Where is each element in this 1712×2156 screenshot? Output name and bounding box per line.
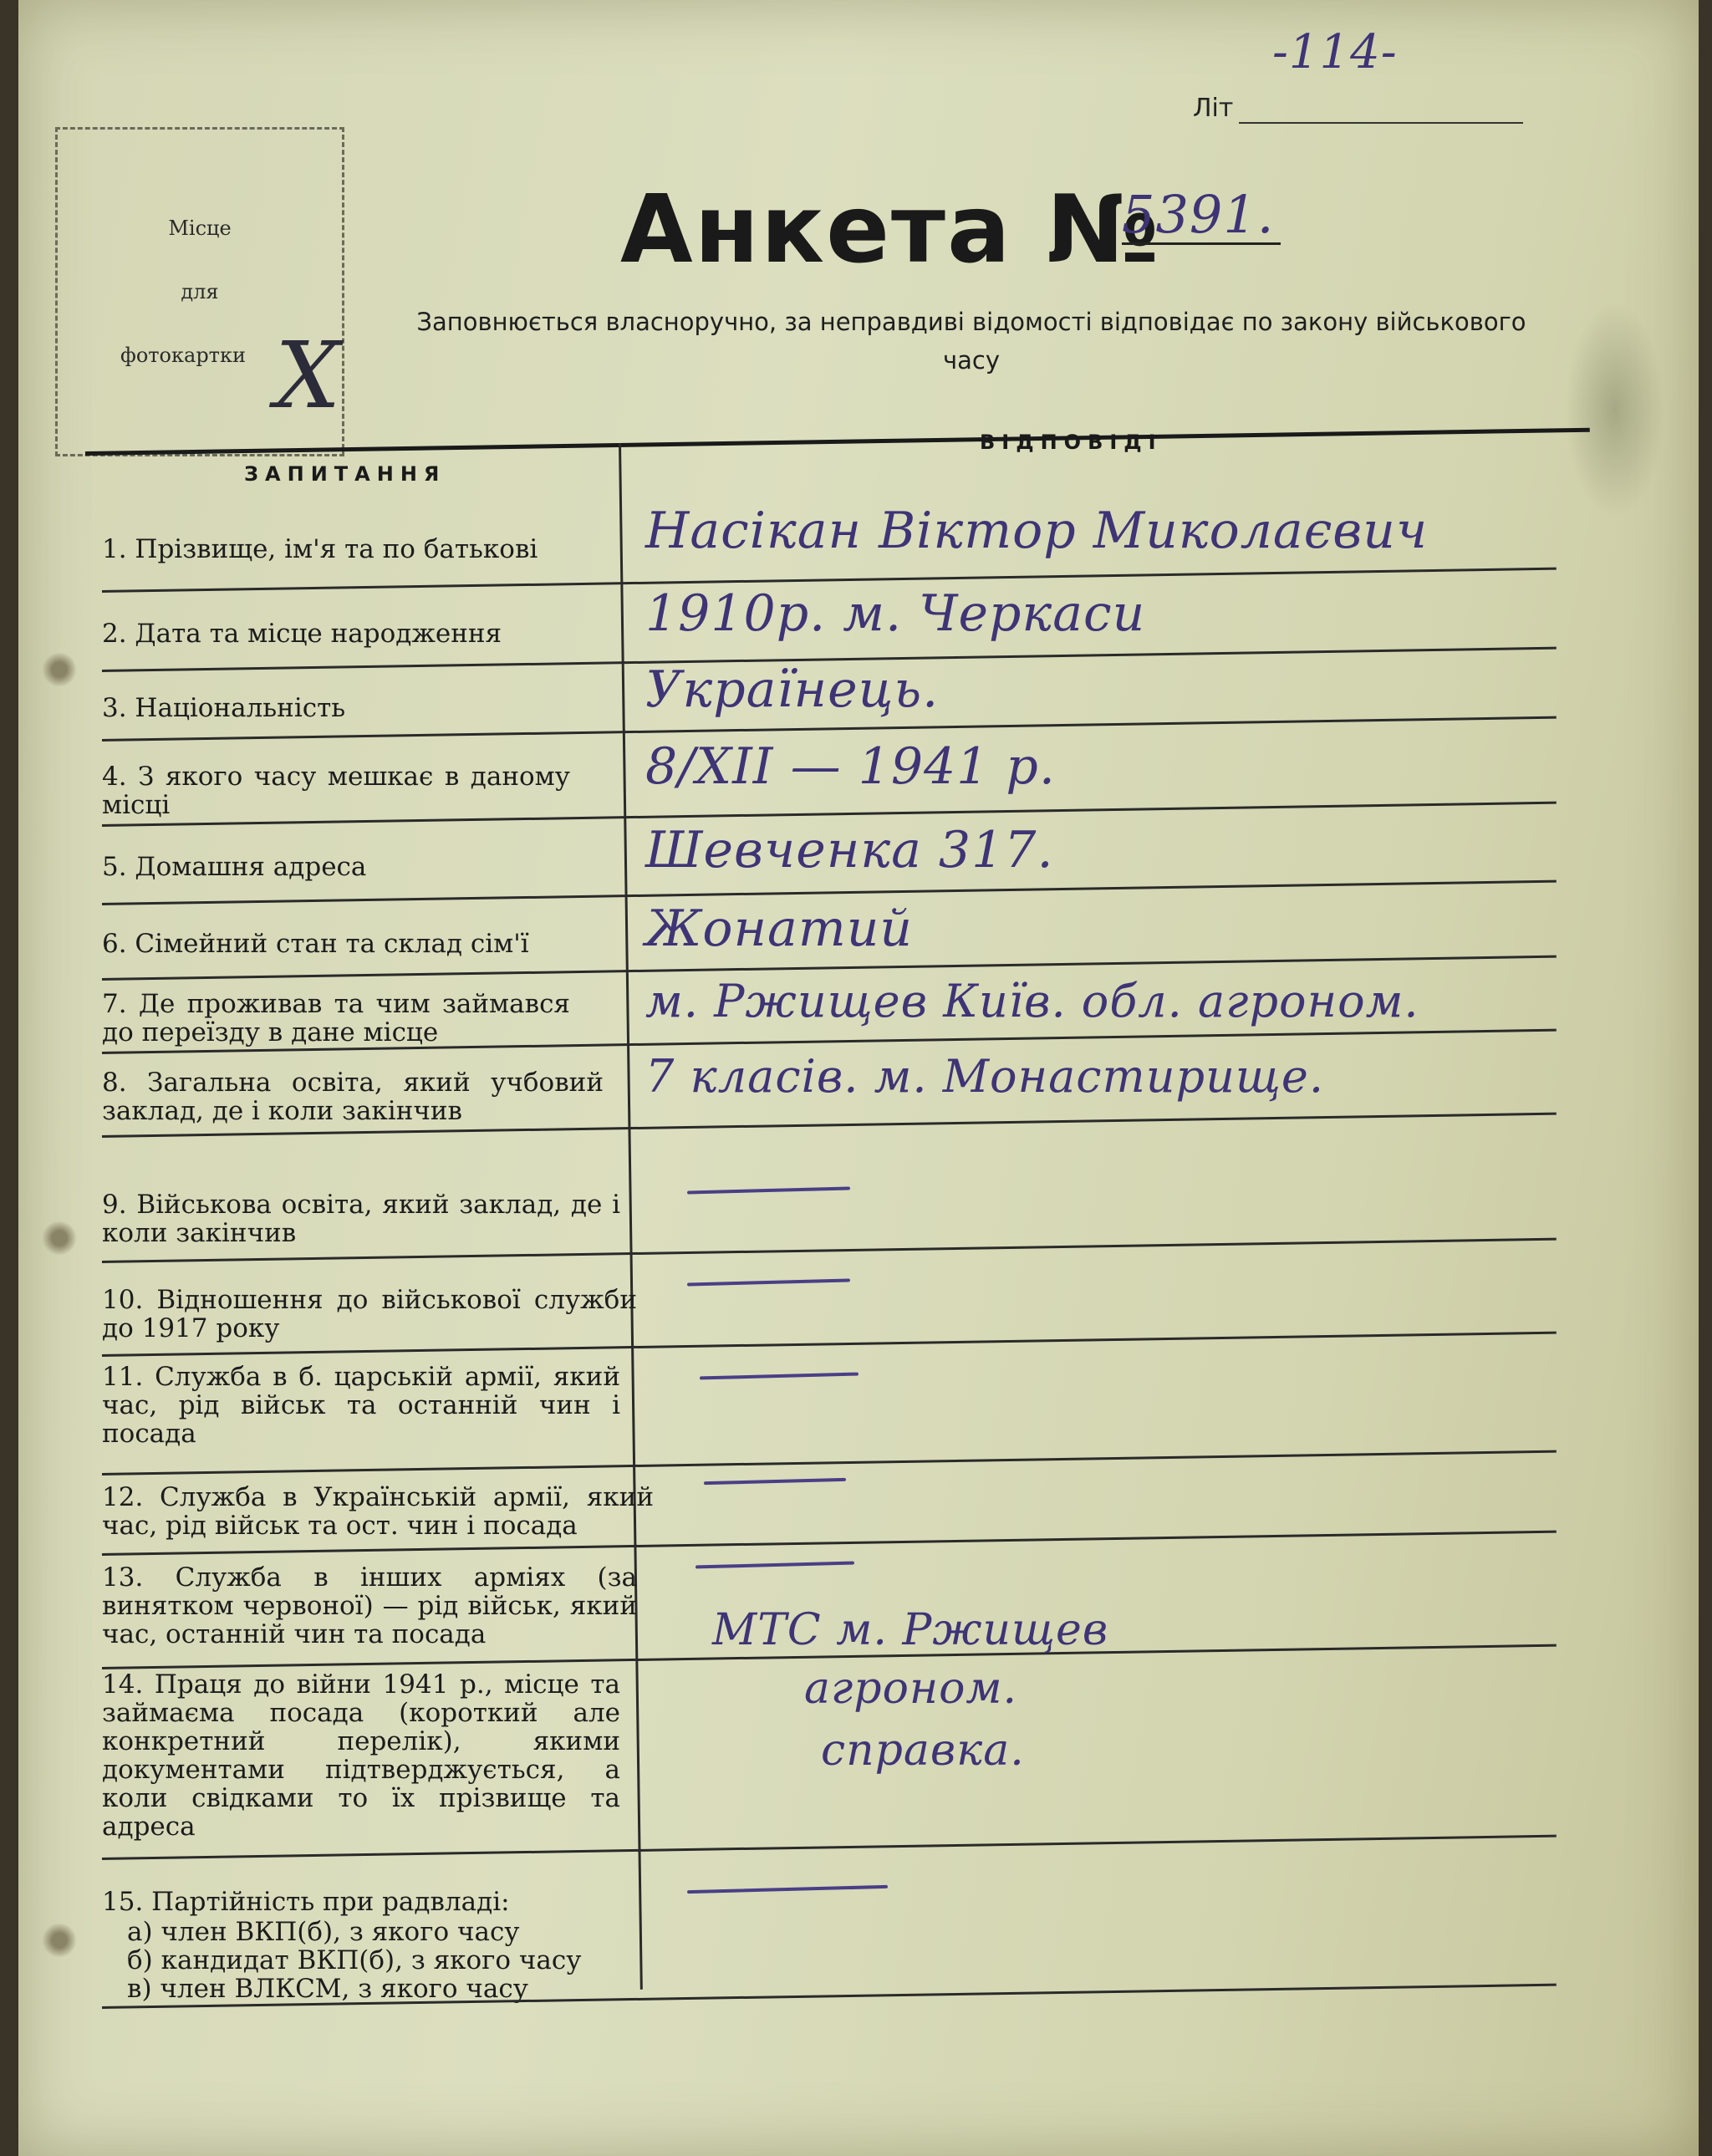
answer-1: Насікан Віктор Миколаєвич	[645, 502, 1429, 560]
question-12: 12. Служба в Українській армії, який час, рід військ та ост. чин і посада	[102, 1482, 654, 1541]
answer-2: 1910р. м. Черкаси	[645, 584, 1146, 643]
table-row	[102, 821, 1557, 907]
question-6: 6. Сімейний стан та склад сім'ї	[102, 929, 529, 959]
question-3: 3. Національність	[102, 693, 346, 723]
photo-placeholder	[55, 127, 344, 456]
photo-cross-mark: X	[275, 322, 341, 429]
question-10: 10. Відношення до військової служби до 1917 року	[102, 1285, 637, 1343]
table-row	[102, 1858, 1557, 2008]
table-row	[102, 502, 1557, 594]
question-13: 13. Служба в інших арміях (за винятком червоної) — рід військ, який час, останній чин та посада	[102, 1562, 637, 1649]
question-15c: в) член ВЛКСМ, з якого часу	[127, 1974, 528, 2004]
paper-stain	[1565, 301, 1665, 518]
question-9: 9. Військова освіта, який заклад, де і коли закінчив	[102, 1190, 620, 1248]
table-row	[102, 975, 1557, 1059]
table-row	[102, 1471, 1557, 1562]
questions-header: ЗАПИТАННЯ	[244, 462, 446, 486]
answers-header: ВІДПОВІДІ	[980, 431, 1163, 454]
answer-5: Шевченка 317.	[645, 821, 1054, 879]
answer-14-line-2: агроном.	[804, 1664, 1018, 1714]
question-15: 15. Партійність при радвладі:	[102, 1887, 510, 1917]
table-row	[102, 1354, 1557, 1480]
table-row	[102, 900, 1557, 984]
answer-11-dash	[700, 1373, 859, 1380]
table-row	[102, 737, 1557, 826]
answer-14-line-1: МТС м. Ржищев	[712, 1605, 1109, 1655]
answer-12-dash	[704, 1478, 846, 1485]
question-14: 14. Праця до війни 1941 р., місце та займаєма посада (короткий але конкретний перелік), якими документами підтверджується, а коли свідками то їх прізвище та адреса	[102, 1669, 620, 1842]
answer-13-dash	[696, 1562, 854, 1569]
table-row	[102, 1144, 1557, 1265]
photo-label-1: Місце	[168, 217, 232, 240]
table-row	[102, 1261, 1557, 1359]
answer-9-dash	[687, 1186, 850, 1194]
answer-6: Жонатий	[645, 900, 914, 958]
question-11: 11. Служба в б. царській армії, який час, рід військ та останній чин і посада	[102, 1362, 620, 1449]
table-row	[102, 584, 1557, 669]
answer-7: м. Ржищев Київ. обл. агроном.	[645, 975, 1419, 1027]
photo-label-3: фотокартки	[120, 344, 246, 367]
question-15b: б) кандидат ВКП(б), з якого часу	[127, 1945, 582, 1975]
question-15a: а) член ВКП(б), з якого часу	[127, 1917, 520, 1947]
answer-15-dash	[687, 1885, 888, 1894]
question-5: 5. Домашня адреса	[102, 852, 367, 882]
answer-4: 8/XII — 1941 р.	[645, 737, 1056, 796]
answer-3: Українець.	[645, 660, 940, 719]
form-number-underline	[1122, 242, 1281, 245]
answer-14-line-3: справка.	[821, 1725, 1025, 1776]
table-row	[102, 660, 1557, 748]
question-4: 4. З якого часу мешкає в даному місці	[102, 762, 570, 820]
answer-10-dash	[687, 1278, 850, 1286]
table-row	[102, 1050, 1557, 1139]
question-8: 8. Загальна освіта, який учбовий заклад, де і коли закінчив	[102, 1068, 604, 1126]
lit-line	[1239, 122, 1523, 124]
question-7: 7. Де проживав та чим займався до переїзду в дане місце	[102, 989, 570, 1047]
form-title: Анкета №	[620, 176, 1161, 284]
form-number: 5391.	[1122, 184, 1275, 245]
archive-number: -114-	[1272, 25, 1398, 79]
answer-8: 7 класів. м. Монастирище.	[645, 1050, 1325, 1103]
questionnaire-sheet	[18, 0, 1699, 2156]
lit-label: Літ	[1193, 94, 1234, 123]
form-subtitle: Заповнюється власноручно, за неправдиві відомості відповідає по закону військового часу	[416, 308, 1526, 375]
photo-label-2: для	[181, 280, 219, 303]
question-2: 2. Дата та місце народження	[102, 619, 502, 649]
question-1: 1. Прізвище, ім'я та по батькові	[102, 534, 538, 564]
